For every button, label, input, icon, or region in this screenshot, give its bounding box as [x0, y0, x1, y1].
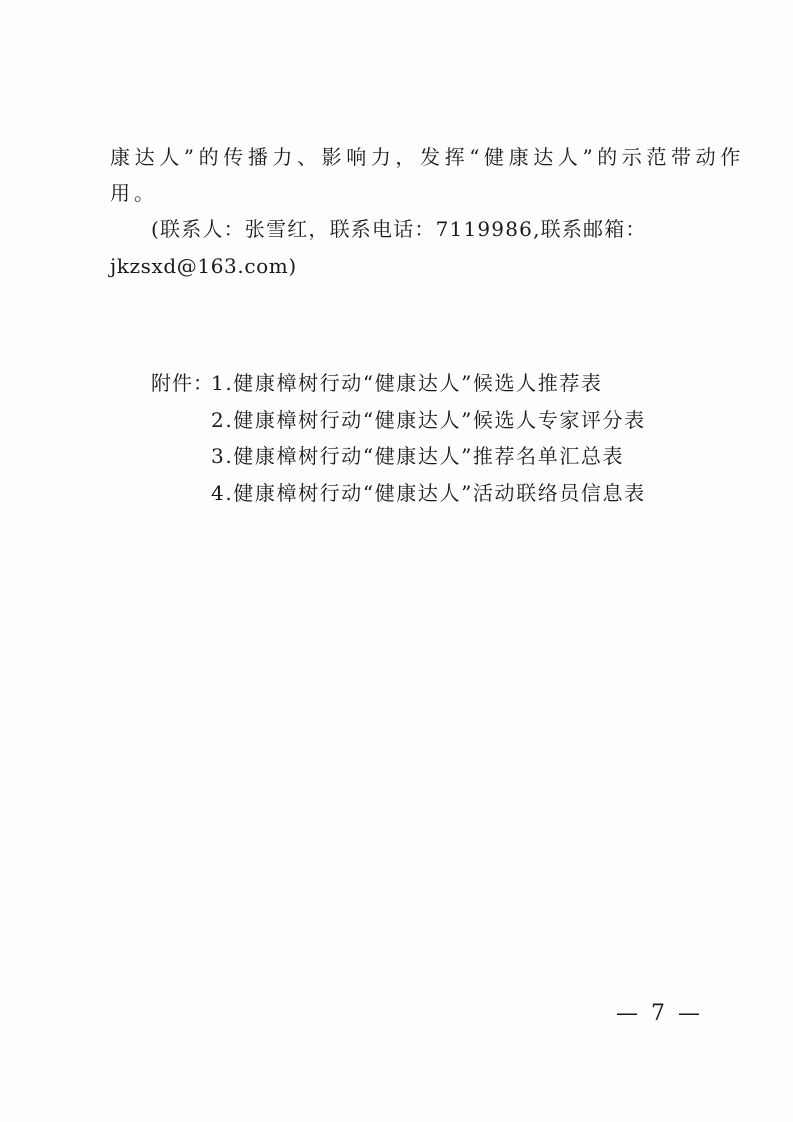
attachment-item-3: 3.健康樟树行动“健康达人”推荐名单汇总表	[211, 444, 625, 468]
body-paragraph-line: 用。	[110, 181, 158, 205]
contact-email-line: jkzsxd@163.com)	[110, 254, 297, 278]
page-number: — 7 —	[616, 1001, 703, 1026]
attachment-item-1: 1.健康樟树行动“健康达人”候选人推荐表	[211, 371, 603, 395]
contact-info-line: (联系人：张雪红，联系电话：7119986,联系邮箱：	[151, 217, 647, 241]
attachments-label: 附件：	[151, 371, 214, 395]
body-paragraph-line: 康达人”的传播力、影响力，发挥“健康达人”的示范带动作	[110, 145, 745, 169]
attachment-item-4: 4.健康樟树行动“健康达人”活动联络员信息表	[211, 481, 646, 505]
attachment-item-2: 2.健康樟树行动“健康达人”候选人专家评分表	[211, 408, 646, 432]
